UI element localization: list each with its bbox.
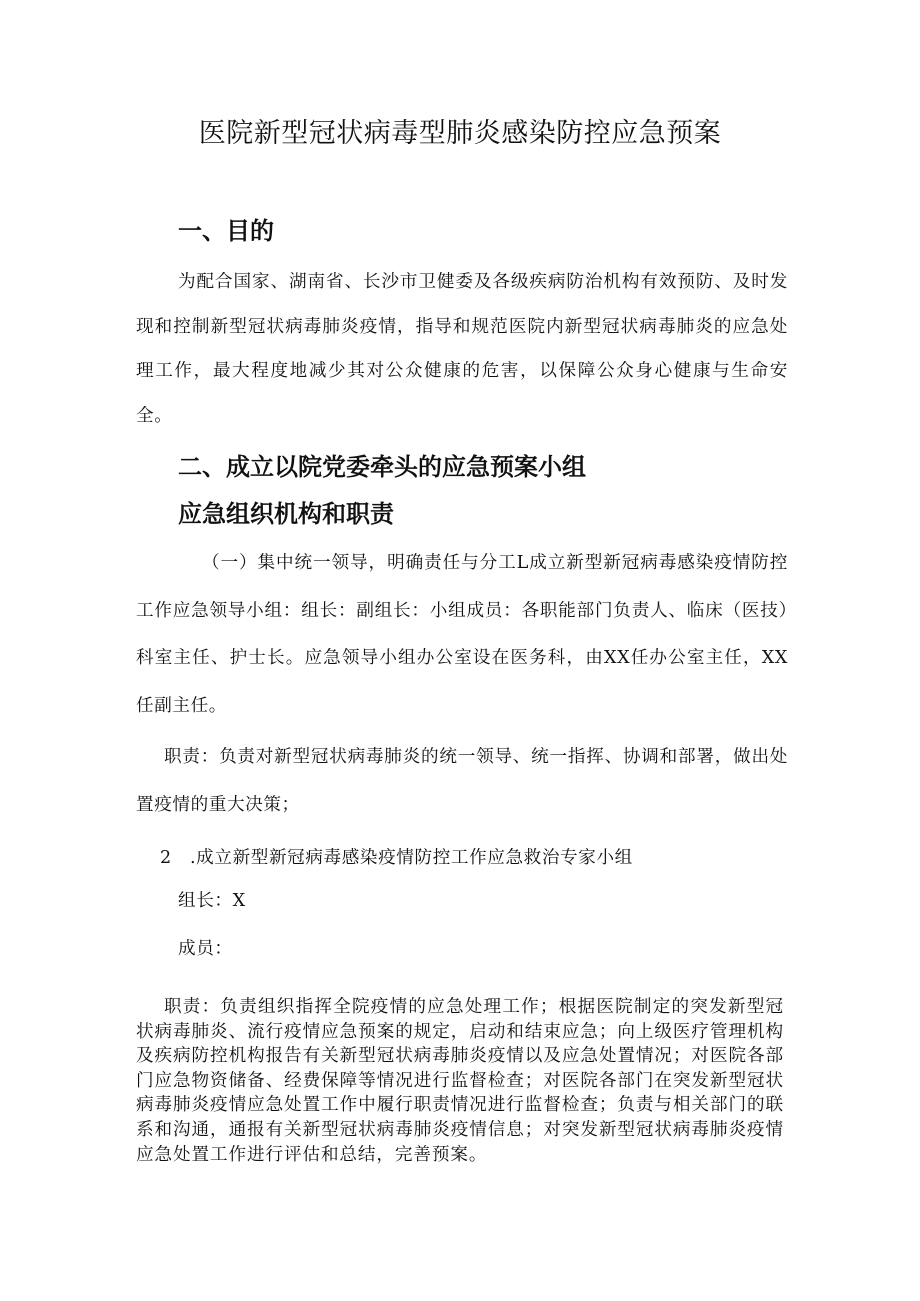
section1-heading: 一、目的 xyxy=(178,217,274,245)
document-title: 医院新型冠状病毒型肺炎感染防控应急预案 xyxy=(198,118,722,149)
leader-line: 组长：X xyxy=(178,891,246,911)
section1-paragraph: 为配合国家、湖南省、长沙市卫健委及各级疾病防治机构有效预防、及时发现和控制新型冠状病毒肺炎疫情，指导和规范医院内新型冠状病毒肺炎的应急处理工作，最大程度地减少其对公众健康的危害，以保障公众身心健康与生命安全。 xyxy=(136,272,788,426)
item1-paragraph: （一）集中统一领导，明确责任与分工L成立新型新冠病毒感染疫情防控工作应急领导小组：组长：副组长：小组成员：各职能部门负责人、临床（医技）科室主任、护士长。应急领导小组办公室设在医务科，由XX任办公室主任，XX任副主任。 xyxy=(136,553,788,716)
members-line: 成员： xyxy=(178,939,233,959)
section2-heading: 二、成立以院党委牵头的应急预案小组 xyxy=(178,453,586,481)
duty2-paragraph: 职责：负责组织指挥全院疫情的应急处理工作；根据医院制定的突发新型冠状病毒肺炎、流行疫情应急预案的规定，启动和结束应急；向上级医疗管理机构及疾病防控机构报告有关新型冠状病毒肺炎疫情以及应急处置情况；对医院各部门应急物资储备、经费保障等情况进行监督检查；对医院各部门在突发新型冠状病毒肺炎疫情应急处置工作中履行职责情况进行监督检查；负责与相关部门的联系和沟通，通报有关新型冠状病毒肺炎疫情信息；对突发新型冠状病毒肺炎疫情应急处置工作进行评估和总结，完善预案。 xyxy=(136,997,784,1165)
duty1-paragraph: 职责：负责对新型冠状病毒肺炎的统一领导、统一指挥、协调和部署，做出处置疫情的重大决策； xyxy=(136,747,788,815)
section2-subheading: 应急组织机构和职责 xyxy=(178,500,394,528)
item2-heading: 2 .成立新型新冠病毒感染疫情防控工作应急救治专家小组 xyxy=(160,848,633,868)
